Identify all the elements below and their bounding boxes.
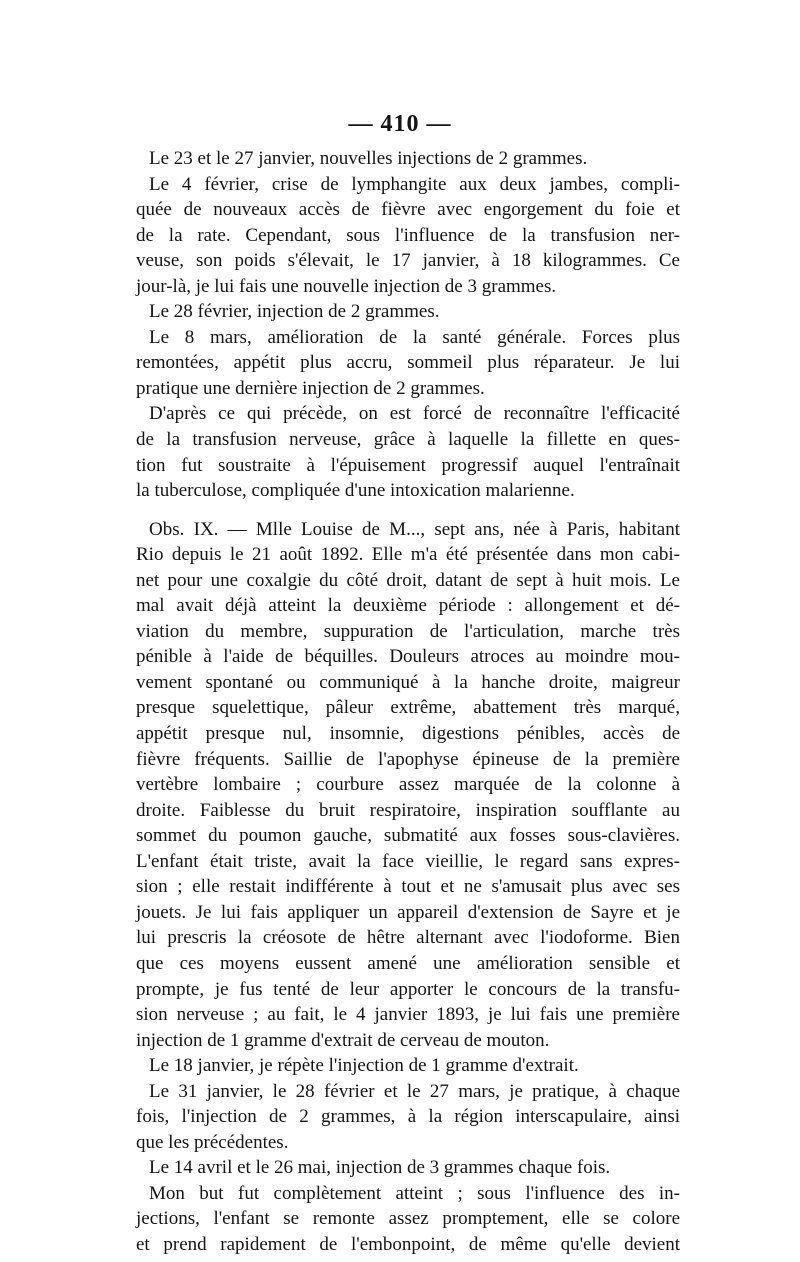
- text-line: et prend rapidement de l'embonpoint, de même qu'elle devient: [136, 1233, 680, 1255]
- text-line: sion ; elle restait indifférente à tout et ne s'amusait plus avec ses: [136, 876, 680, 898]
- text-line: jections, l'enfant se remonte assez promptement, elle se colore: [136, 1208, 680, 1230]
- text-line: lui prescris la créosote de hêtre alternant avec l'iodoforme. Bien: [136, 927, 680, 949]
- paragraph: [136, 172, 680, 300]
- paragraph: [136, 146, 680, 172]
- text-line: remontées, appétit plus accru, sommeil plus réparateur. Je lui: [136, 352, 680, 374]
- text-line: sommet du poumon gauche, submatité aux fosses sous-clavières.: [136, 825, 680, 847]
- text-line: Le 8 mars, amélioration de la santé générale. Forces plus: [149, 326, 680, 348]
- text-line: sion nerveuse ; au fait, le 4 janvier 1893, je lui fais une première: [136, 1004, 680, 1026]
- text-line: droite. Faiblesse du bruit respiratoire, inspiration soufflante au: [136, 799, 680, 821]
- text-line: pénible à l'aide de béquilles. Douleurs atroces au moindre mou-: [136, 646, 680, 668]
- text-line: jour-là, je lui fais une nouvelle injection de 3 grammes.: [136, 275, 557, 297]
- text-line: L'enfant était triste, avait la face vieillie, le regard sans expres-: [136, 850, 680, 872]
- text-line: vement spontané ou communiqué à la hanche droite, maigreur: [136, 671, 680, 693]
- text-line: Le 28 février, injection de 2 grammes.: [149, 301, 440, 323]
- paragraph: [136, 1079, 680, 1156]
- paragraph: [136, 401, 680, 503]
- paragraph: [136, 1181, 680, 1258]
- body-text: [136, 146, 680, 1258]
- text-line: appétit presque nul, insomnie, digestions pénibles, accès de: [136, 723, 680, 745]
- text-line: fièvre fréquents. Saillie de l'apophyse épineuse de la première: [136, 748, 680, 770]
- text-line: prompte, je fus tenté de leur apporter le concours de la transfu-: [136, 978, 680, 1000]
- text-line: quée de nouveaux accès de fièvre avec engorgement du foie et: [136, 199, 680, 221]
- text-line: Mon but fut complètement atteint ; sous l'influence des in-: [149, 1182, 680, 1204]
- text-line: jouets. Je lui fais appliquer un appareil d'extension de Sayre et je: [136, 901, 680, 923]
- text-line: que ces moyens eussent amené une amélioration sensible et: [136, 952, 680, 974]
- text-line: vertèbre lombaire ; courbure assez marquée de la colonne à: [136, 774, 680, 796]
- text-line: Le 23 et le 27 janvier, nouvelles injections de 2 grammes.: [149, 148, 588, 169]
- text-line: Le 18 janvier, je répète l'injection de 1 gramme d'extrait.: [149, 1055, 579, 1077]
- text-line: veuse, son poids s'élevait, le 17 janvier, à 18 kilogrammes. Ce: [136, 250, 680, 272]
- text-line: de la transfusion nerveuse, grâce à laquelle la fillette en ques-: [136, 429, 680, 451]
- text-line: Le 14 avril et le 26 mai, injection de 3 grammes chaque fois.: [149, 1157, 611, 1179]
- text-line: injection de 1 gramme d'extrait de cerveau de mouton.: [136, 1029, 550, 1051]
- text-line: Rio depuis le 21 août 1892. Elle m'a été présentée dans mon cabi-: [136, 544, 680, 566]
- page-number: — 410 —: [348, 111, 452, 137]
- paragraph: [136, 325, 680, 402]
- paragraph: [136, 1155, 680, 1181]
- text-line: fois, l'injection de 2 grammes, à la région interscapulaire, ainsi: [136, 1106, 680, 1128]
- text-line: pratique une dernière injection de 2 grammes.: [136, 377, 485, 399]
- text-line: tion fut soustraite à l'épuisement progressif auquel l'entraînait: [136, 454, 680, 476]
- text-line: viation du membre, suppuration de l'articulation, marche très: [136, 620, 680, 642]
- paragraph: [136, 299, 680, 325]
- text-line: mal avait déjà atteint la deuxième période : allongement et dé-: [136, 595, 680, 617]
- text-line: Obs. IX. — Mlle Louise de M..., sept ans, née à Paris, habitant: [149, 518, 680, 540]
- text-line: de la rate. Cependant, sous l'influence de la transfusion ner-: [136, 224, 680, 246]
- text-line: Le 31 janvier, le 28 février et le 27 mars, je pratique, à chaque: [149, 1080, 680, 1102]
- text-line: net pour une coxalgie du côté droit, datant de sept à huit mois. Le: [136, 569, 680, 591]
- paragraph: [136, 1053, 680, 1079]
- observation-paragraph: [136, 517, 680, 1053]
- text-line: D'après ce qui précède, on est forcé de reconnaître l'efficacité: [149, 403, 680, 425]
- text-line: presque squelettique, pâleur extrême, abattement très marqué,: [136, 697, 680, 719]
- text-line: la tuberculose, compliquée d'une intoxication malarienne.: [136, 480, 575, 502]
- paragraph-gap: [136, 504, 680, 517]
- text-line: Le 4 février, crise de lymphangite aux deux jambes, compli-: [149, 173, 680, 195]
- text-line: que les précédentes.: [136, 1131, 289, 1153]
